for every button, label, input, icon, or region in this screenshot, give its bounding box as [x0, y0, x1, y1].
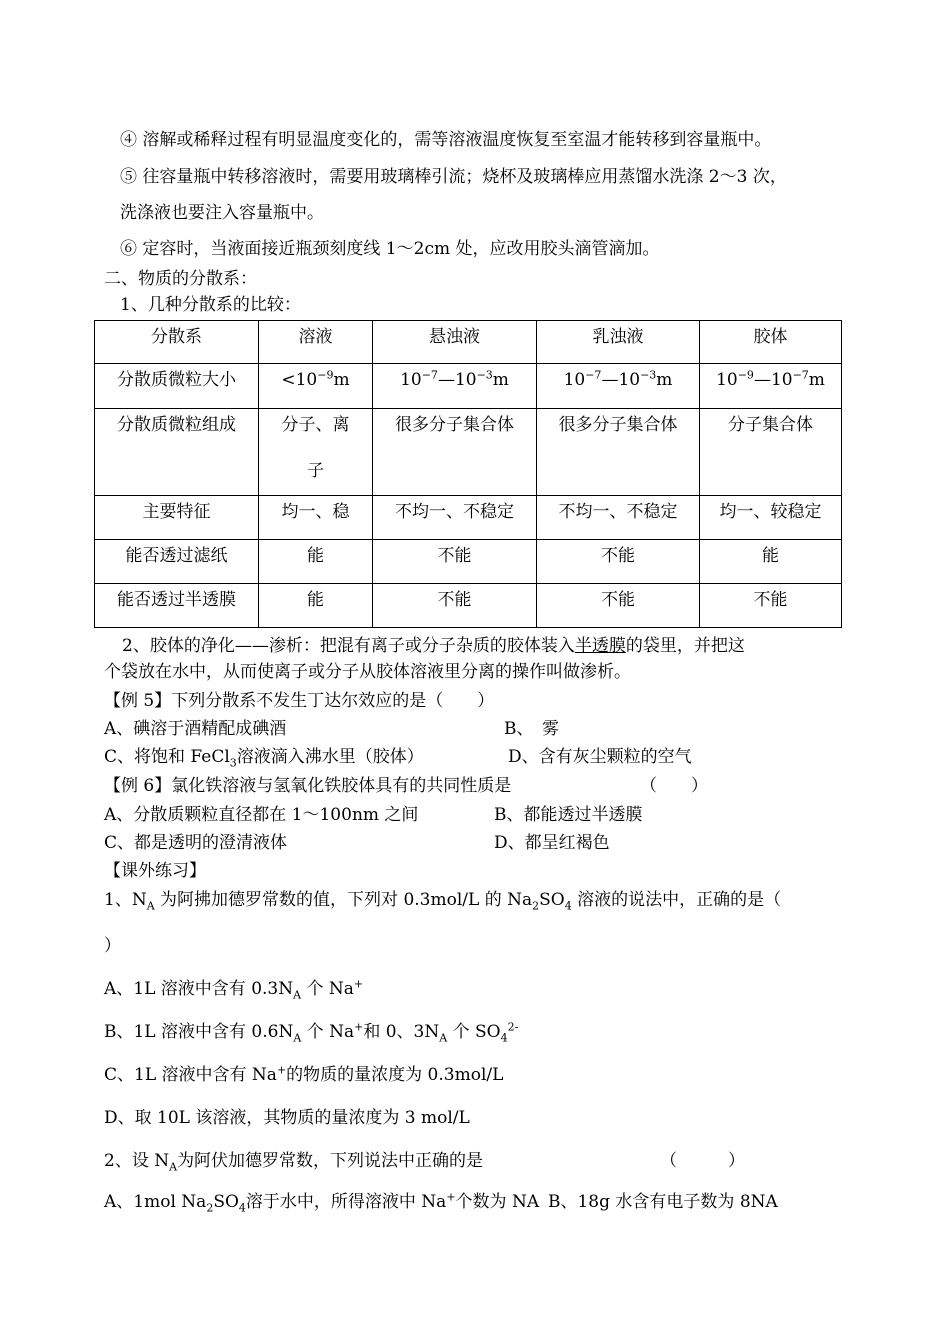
homework-q2-option-b: B、18g 水含有电子数为 8NA — [548, 1192, 778, 1212]
table-header-cell: 胶体 — [700, 321, 842, 364]
homework-q1-option-a: A、1L 溶液中含有 $0.3N_A$ 个 Na+ — [104, 977, 364, 1002]
table-row-label: 能否透过半透膜 — [95, 584, 259, 628]
table-cell: $10^{-7}—10^{-3}m$ — [373, 364, 537, 409]
table-cell: 不能 — [373, 540, 537, 584]
homework-q1-close: ） — [104, 936, 121, 956]
underlined-term: 半透膜 — [574, 636, 626, 656]
example-6-question: 【例 6】氯化铁溶液与氢氧化铁胶体具有的共同性质是 — [104, 776, 512, 796]
table-cell: 能 — [259, 584, 373, 628]
table-cell: $10^{-7}—10^{-3}m$ — [537, 364, 700, 409]
dispersion-comparison-table — [94, 320, 842, 628]
homework-q1-option-c: C、1L 溶液中含有 Na+的物质的量浓度为 0.3mol/L — [104, 1063, 504, 1085]
table-header-cell: 乳浊液 — [537, 321, 700, 364]
table-cell: 很多分子集合体 — [537, 409, 700, 496]
homework-title: 【课外练习】 — [104, 861, 206, 881]
table-row — [95, 584, 842, 628]
step-5-line1: ⑤ 往容量瓶中转移溶液时，需要用玻璃棒引流；烧杯及玻璃棒应用蒸馏水洗涤 2～3 次， — [120, 167, 787, 187]
table-header-cell: 溶液 — [259, 321, 373, 364]
table-row-label: 分散质微粒大小 — [95, 364, 259, 409]
table-row — [95, 409, 842, 496]
table-cell: 不均一、不稳定 — [373, 496, 537, 540]
example-6-answer-paren: （ ） — [640, 776, 708, 796]
table-cell: 不能 — [373, 584, 537, 628]
table-cell: 不均一、不稳定 — [537, 496, 700, 540]
table-cell: 均一、稳 — [259, 496, 373, 540]
table-row — [95, 364, 842, 409]
table-cell: 分子、离 子 — [259, 409, 373, 496]
table-cell: 能 — [700, 540, 842, 584]
table-cell: $<10^{-9}m$ — [259, 364, 373, 409]
example-6-option-a: A、分散质颗粒直径都在 1～100nm 之间 — [104, 805, 419, 825]
homework-q1-option-b: B、1L 溶液中含有 $0.6N_A$ 个 Na+和 0、$3N_A$ 个 $SO_4^{2-}$ — [104, 1020, 519, 1045]
table-row — [95, 540, 842, 584]
dialysis-line1: 2、胶体的净化——渗析：把混有离子或分子杂质的胶体装入半透膜的袋里，并把这 — [122, 636, 745, 656]
homework-q2-answer-paren: （ ） — [660, 1151, 745, 1171]
table-cell: 均一、较稳定 — [700, 496, 842, 540]
example-6-option-c: C、都是透明的澄清液体 — [104, 833, 288, 853]
table-cell: 分子集合体 — [700, 409, 842, 496]
step-5-line2: 洗涤液也要注入容量瓶中。 — [120, 203, 324, 223]
table-cell: 能 — [259, 540, 373, 584]
homework-q1-option-d: D、取 10L 该溶液，其物质的量浓度为 3 mol/L — [104, 1108, 470, 1128]
homework-q2-option-a: A、1mol $Na_2SO_4$溶于水中，所得溶液中 Na+个数为 NA — [104, 1190, 540, 1215]
table-row — [95, 496, 842, 540]
example-5-option-b: B、 雾 — [504, 719, 559, 739]
table-cell: 很多分子集合体 — [373, 409, 537, 496]
table-row-label: 主要特征 — [95, 496, 259, 540]
homework-q1: 1、$N_A$ 为阿拂加德罗常数的值，下列对 0.3mol/L 的 $Na_2SO_4$ 溶液的说法中，正确的是（ — [104, 890, 782, 913]
example-6-option-b: B、都能透过半透膜 — [494, 805, 643, 825]
dialysis-line2: 个袋放在水中，从而使离子或分子从胶体溶液里分离的操作叫做渗析。 — [104, 662, 631, 682]
homework-q2: 2、设 $N_A$为阿伏加德罗常数，下列说法中正确的是 — [104, 1151, 484, 1174]
example-6-option-d: D、都呈红褐色 — [494, 833, 610, 853]
section-2-title: 二、物质的分散系： — [104, 269, 257, 289]
table-row-label: 能否透过滤纸 — [95, 540, 259, 584]
example-5-option-c: C、将饱和 FeCl$_3$溶液滴入沸水里（胶体） — [104, 747, 424, 770]
example-5-option-d: D、含有灰尘颗粒的空气 — [508, 747, 692, 767]
step-4: ④ 溶解或稀释过程有明显温度变化的，需等溶液温度恢复至室温才能转移到容量瓶中。 — [120, 130, 772, 150]
table-cell: 不能 — [700, 584, 842, 628]
table-header-cell: 悬浊液 — [373, 321, 537, 364]
section-2-sub1: 1、几种分散系的比较： — [120, 295, 301, 315]
step-6: ⑥ 定容时，当液面接近瓶颈刻度线 1～2cm 处，应改用胶头滴管滴加。 — [120, 239, 660, 259]
table-row-label: 分散质微粒组成 — [95, 409, 259, 496]
table-header-cell: 分散系 — [95, 321, 259, 364]
example-5-option-a: A、碘溶于酒精配成碘酒 — [104, 719, 287, 739]
example-5-question: 【例 5】下列分散系不发生丁达尔效应的是（ ） — [104, 691, 495, 711]
table-cell: 不能 — [537, 584, 700, 628]
table-cell: $10^{-9}—10^{-7}m$ — [700, 364, 842, 409]
table-cell: 不能 — [537, 540, 700, 584]
table-header-row — [95, 321, 842, 364]
